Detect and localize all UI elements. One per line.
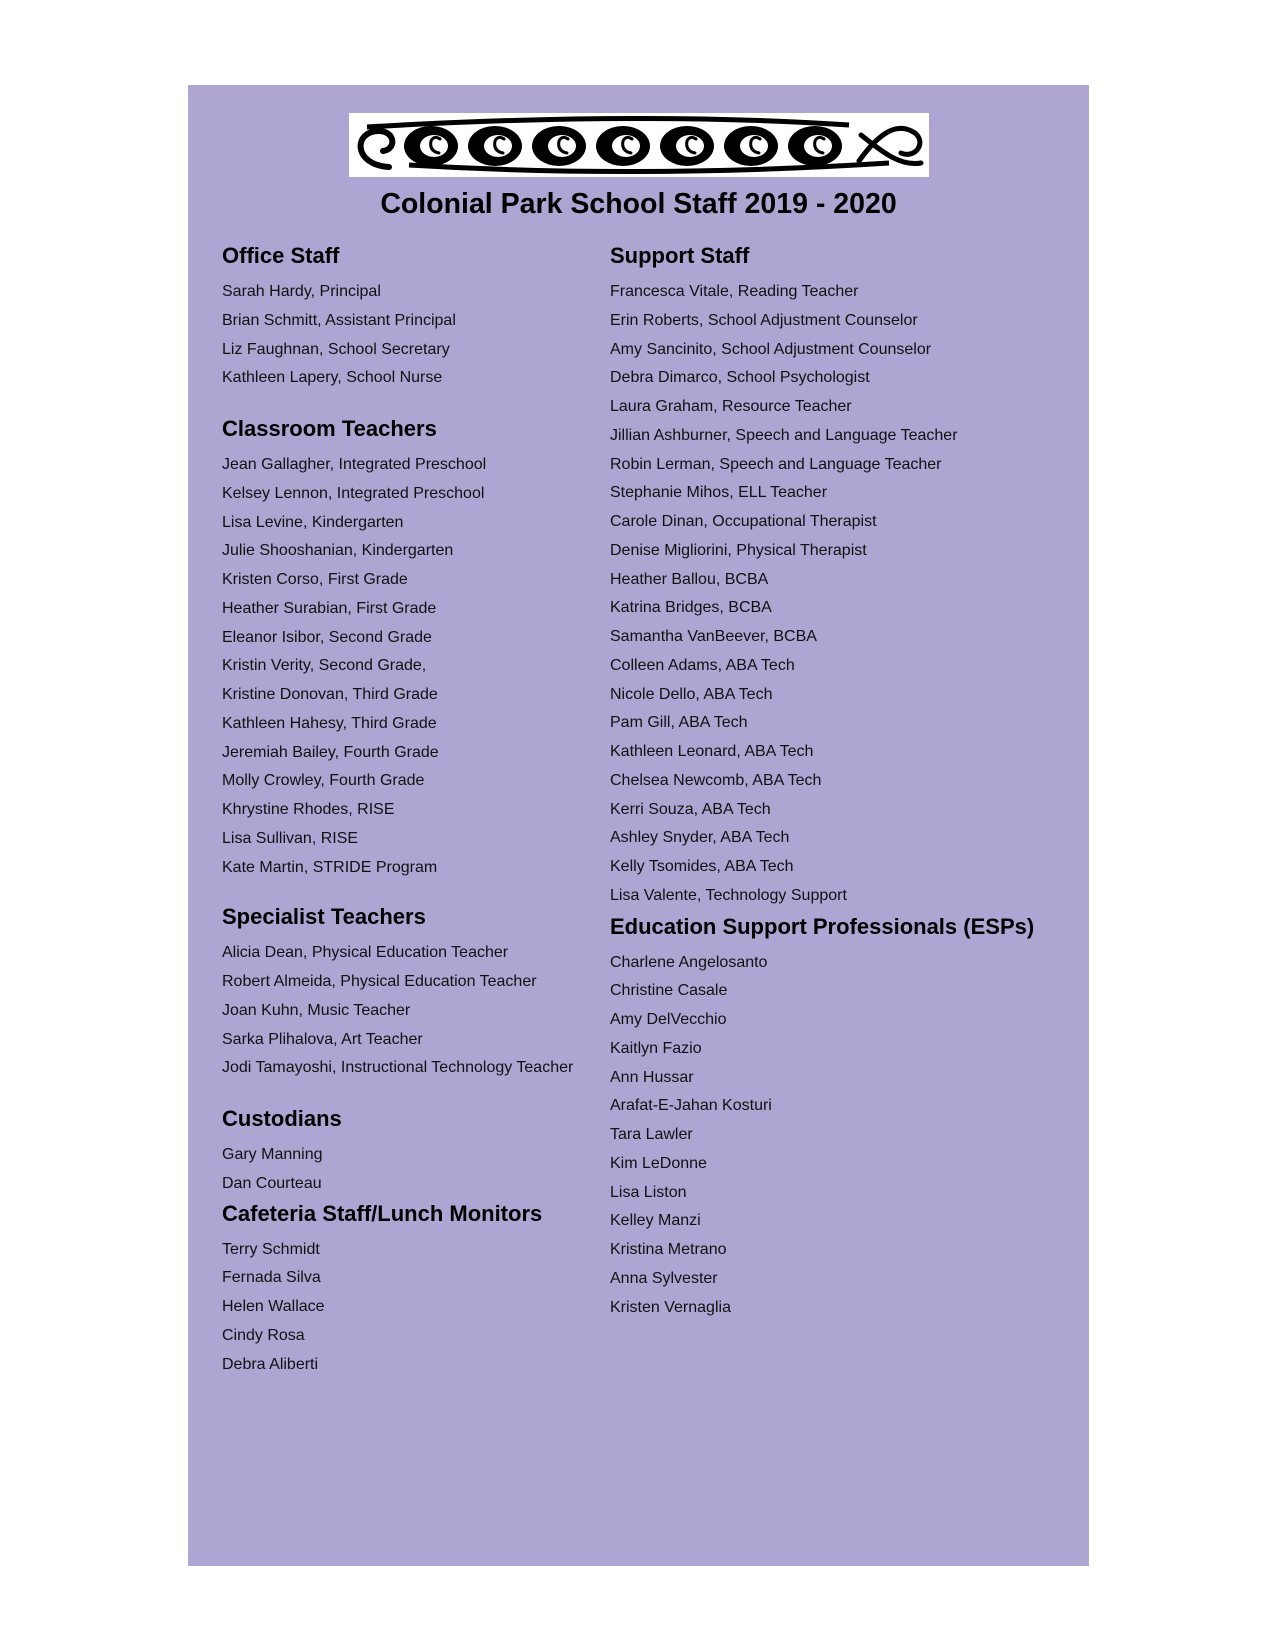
- custodians-list: [222, 1141, 602, 1199]
- esp-list: [610, 949, 1070, 1323]
- staff-list-item: Cindy Rosa: [222, 1326, 305, 1344]
- staff-list-item: Arafat-E-Jahan Kosturi: [610, 1097, 772, 1115]
- staff-list-item: Terry Schmidt: [222, 1240, 320, 1258]
- classroom-teachers-heading: Classroom Teachers: [222, 416, 437, 441]
- staff-list-item: Lisa Levine, Kindergarten: [222, 513, 404, 531]
- staff-list-item: Lisa Liston: [610, 1183, 687, 1201]
- scroll-ornament-icon: [349, 113, 929, 177]
- cafeteria-section: [222, 1200, 602, 1380]
- office-staff-section: [222, 242, 602, 393]
- support-staff-section: [610, 242, 1070, 911]
- staff-list-item: Helen Wallace: [222, 1298, 325, 1315]
- classroom-teachers-list: [222, 451, 602, 882]
- staff-list-item: Sarka Plihalova, Art Teacher: [222, 1030, 423, 1048]
- staff-list-item: Jodi Tamayoshi, Instructional Technology Teacher: [222, 1059, 574, 1077]
- staff-list-item: Robert Almeida, Physical Education Teacher: [222, 973, 537, 990]
- staff-list-item: Kim LeDonne: [610, 1154, 707, 1172]
- classroom-teachers-section: [222, 415, 602, 882]
- custodians-section: [222, 1105, 602, 1199]
- staff-list-item: Khrystine Rhodes, RISE: [222, 801, 395, 818]
- page-title: Colonial Park School Staff 2019 - 2020: [380, 188, 897, 220]
- staff-list-item: Erin Roberts, School Adjustment Counselor: [610, 311, 918, 329]
- staff-list-item: Debra Aliberti: [222, 1355, 319, 1373]
- staff-list-item: Kathleen Leonard, ABA Tech: [610, 743, 814, 760]
- staff-list-item: Kristen Vernaglia: [610, 1298, 731, 1316]
- staff-list-item: Liz Faughnan, School Secretary: [222, 340, 450, 358]
- staff-list-item: Samantha VanBeever, BCBA: [610, 628, 817, 645]
- staff-list-item: Jeremiah Bailey, Fourth Grade: [222, 743, 439, 761]
- ornament-top-stroke: [367, 118, 849, 127]
- staff-list-item: Stephanie Mihos, ELL Teacher: [610, 484, 828, 502]
- staff-list-item: Charlene Angelosanto: [610, 953, 768, 971]
- staff-list-item: Ashley Snyder, ABA Tech: [610, 829, 790, 847]
- ornament-graphic: [349, 113, 929, 177]
- support-staff-heading: Support Staff: [610, 243, 750, 268]
- staff-list-item: Christine Casale: [610, 982, 728, 1000]
- ornament-right-flourish: [859, 128, 921, 163]
- staff-list-item: Julie Shooshanian, Kindergarten: [222, 542, 454, 560]
- staff-list-item: Kaitlyn Fazio: [610, 1039, 702, 1057]
- staff-list-item: Jillian Ashburner, Speech and Language Teacher: [610, 426, 958, 444]
- staff-list-item: Kelley Manzi: [610, 1212, 701, 1230]
- staff-list-item: Chelsea Newcomb, ABA Tech: [610, 771, 822, 789]
- support-staff-list: [610, 278, 1070, 911]
- staff-list-item: Kristin Verity, Second Grade,: [222, 657, 427, 675]
- office-staff-list: [222, 278, 602, 393]
- staff-list-item: Debra Dimarco, School Psychologist: [610, 369, 870, 387]
- specialist-teachers-list: [222, 939, 602, 1083]
- staff-list-item: Sarah Hardy, Principal: [222, 283, 381, 300]
- staff-list-item: Colleen Adams, ABA Tech: [610, 656, 795, 674]
- staff-list-item: Kelly Tsomides, ABA Tech: [610, 858, 794, 875]
- staff-list-item: Francesca Vitale, Reading Teacher: [610, 283, 859, 300]
- custodians-heading: Custodians: [222, 1106, 342, 1131]
- specialist-teachers-heading: Specialist Teachers: [222, 904, 426, 930]
- staff-list-item: Amy Sancinito, School Adjustment Counselor: [610, 340, 932, 358]
- staff-list-item: Pam Gill, ABA Tech: [610, 714, 748, 732]
- staff-list-item: Robin Lerman, Speech and Language Teacher: [610, 455, 942, 473]
- staff-list-item: Kate Martin, STRIDE Program: [222, 858, 438, 876]
- staff-list-item: Jean Gallagher, Integrated Preschool: [222, 456, 487, 473]
- office-staff-heading: Office Staff: [222, 243, 340, 268]
- cafeteria-list: [222, 1236, 602, 1380]
- staff-list-item: Kathleen Lapery, School Nurse: [222, 369, 443, 387]
- staff-list-item: Eleanor Isibor, Second Grade: [222, 628, 432, 646]
- staff-list-item: Anna Sylvester: [610, 1269, 718, 1287]
- staff-list-item: Kristen Corso, First Grade: [222, 571, 408, 588]
- esp-section: [610, 913, 1070, 1323]
- staff-list-item: Brian Schmitt, Assistant Principal: [222, 311, 456, 329]
- staff-list-item: Katrina Bridges, BCBA: [610, 599, 772, 617]
- staff-list-item: Nicole Dello, ABA Tech: [610, 685, 773, 703]
- staff-list-item: Dan Courteau: [222, 1174, 322, 1192]
- staff-list-item: Alicia Dean, Physical Education Teacher: [222, 944, 509, 962]
- staff-list-item: Laura Graham, Resource Teacher: [610, 398, 852, 415]
- staff-list-item: Kathleen Hahesy, Third Grade: [222, 714, 437, 732]
- staff-list-item: Lisa Valente, Technology Support: [610, 886, 847, 904]
- staff-panel: [188, 85, 1089, 1566]
- staff-list-item: Carole Dinan, Occupational Therapist: [610, 513, 877, 530]
- staff-list-item: Ann Hussar: [610, 1068, 694, 1086]
- staff-list-item: Lisa Sullivan, RISE: [222, 829, 359, 847]
- cafeteria-heading: Cafeteria Staff/Lunch Monitors: [222, 1200, 543, 1226]
- staff-list-item: Joan Kuhn, Music Teacher: [222, 1001, 411, 1019]
- right-column: [610, 242, 1070, 1322]
- staff-list-item: Amy DelVecchio: [610, 1011, 727, 1028]
- staff-list-item: Gary Manning: [222, 1146, 323, 1163]
- specialist-teachers-section: [222, 903, 602, 1083]
- staff-list-item: Denise Migliorini, Physical Therapist: [610, 541, 867, 559]
- staff-list-item: Kerri Souza, ABA Tech: [610, 800, 771, 818]
- staff-list-item: Fernada Silva: [222, 1269, 321, 1287]
- left-column: [222, 242, 602, 1379]
- staff-list-item: Molly Crowley, Fourth Grade: [222, 772, 425, 790]
- staff-list-item: Kristine Donovan, Third Grade: [222, 686, 438, 703]
- staff-list-item: Heather Surabian, First Grade: [222, 599, 437, 617]
- staff-list-item: Kelsey Lennon, Integrated Preschool: [222, 484, 485, 502]
- staff-list-item: Kristina Metrano: [610, 1241, 727, 1258]
- esp-heading: Education Support Professionals (ESPs): [610, 913, 1035, 939]
- ornament-left-curl: [361, 131, 393, 167]
- staff-list-item: Tara Lawler: [610, 1126, 693, 1143]
- staff-list-item: Heather Ballou, BCBA: [610, 570, 769, 588]
